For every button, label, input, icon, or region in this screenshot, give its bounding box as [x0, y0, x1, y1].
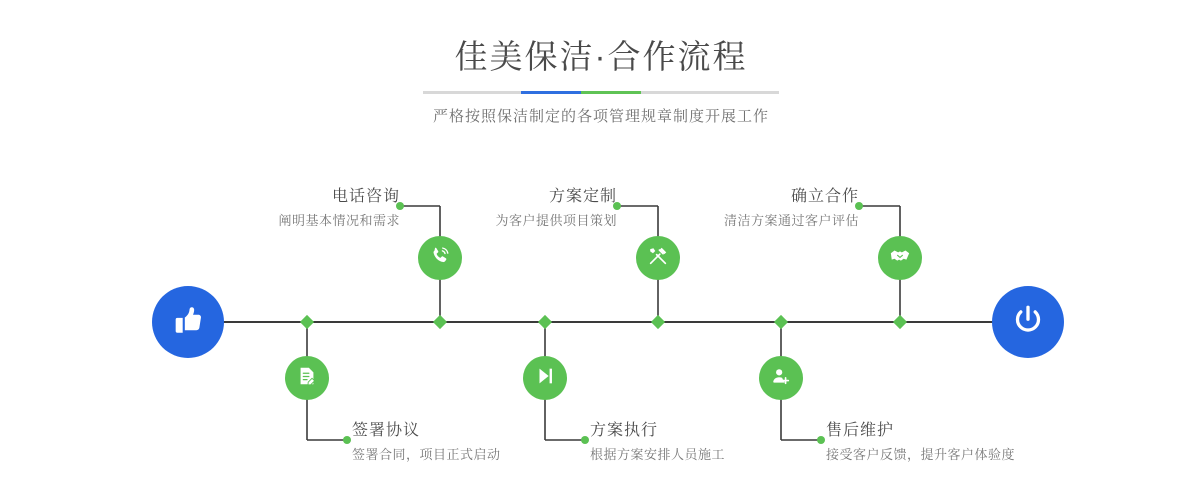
- step-title: 方案执行: [590, 422, 659, 439]
- step-title: 确立合作: [790, 188, 859, 205]
- step-node-sign-agreement[interactable]: [285, 356, 329, 400]
- step-desc: 阐明基本情况和需求: [278, 213, 400, 228]
- divider-segment-blue: [521, 91, 581, 94]
- step-desc: 清洁方案通过客户评估: [723, 213, 859, 228]
- step-desc: 签署合同，项目正式启动: [352, 447, 501, 462]
- flow-end-endpoint[interactable]: [992, 286, 1064, 358]
- step-node-plan-customize[interactable]: [636, 236, 680, 280]
- process-flow-diagram: [0, 150, 1202, 502]
- power-icon: [1010, 302, 1046, 343]
- step-node-establish-cooperation[interactable]: [878, 236, 922, 280]
- step-title: 方案定制: [548, 188, 617, 205]
- customer-support-icon: [770, 365, 792, 392]
- step-node-plan-execute[interactable]: [523, 356, 567, 400]
- document-edit-icon: [296, 365, 318, 392]
- step-label-establish-cooperation: [709, 186, 859, 231]
- play-next-icon: [534, 365, 556, 392]
- step-label-sign-agreement: [352, 420, 592, 465]
- page-header: [0, 34, 1202, 128]
- step-title: 签署协议: [352, 422, 421, 439]
- step-desc: 为客户提供项目策划: [495, 213, 617, 228]
- page-title: 佳美保洁·合作流程: [454, 38, 748, 75]
- flow-start-endpoint[interactable]: [152, 286, 224, 358]
- step-node-phone-consult[interactable]: [418, 236, 462, 280]
- tools-icon: [647, 245, 669, 272]
- phone-call-icon: [429, 245, 451, 272]
- step-node-after-sales[interactable]: [759, 356, 803, 400]
- step-desc: 接受客户反馈，提升客户体验度: [826, 447, 1016, 462]
- step-desc: 根据方案安排人员施工: [590, 447, 726, 462]
- handshake-icon: [889, 245, 911, 272]
- divider-segment-green: [581, 91, 641, 94]
- step-label-plan-execute: [590, 420, 850, 465]
- title-divider: [423, 91, 779, 94]
- step-title: 售后维护: [826, 422, 895, 439]
- step-label-plan-customize: [467, 186, 617, 231]
- thumbs-up-icon: [171, 303, 205, 342]
- step-title: 电话咨询: [331, 188, 400, 205]
- page-subtitle: 严格按照保洁制定的各项管理规章制度开展工作: [432, 108, 769, 125]
- step-label-phone-consult: [250, 186, 400, 231]
- step-label-after-sales: [826, 420, 1126, 465]
